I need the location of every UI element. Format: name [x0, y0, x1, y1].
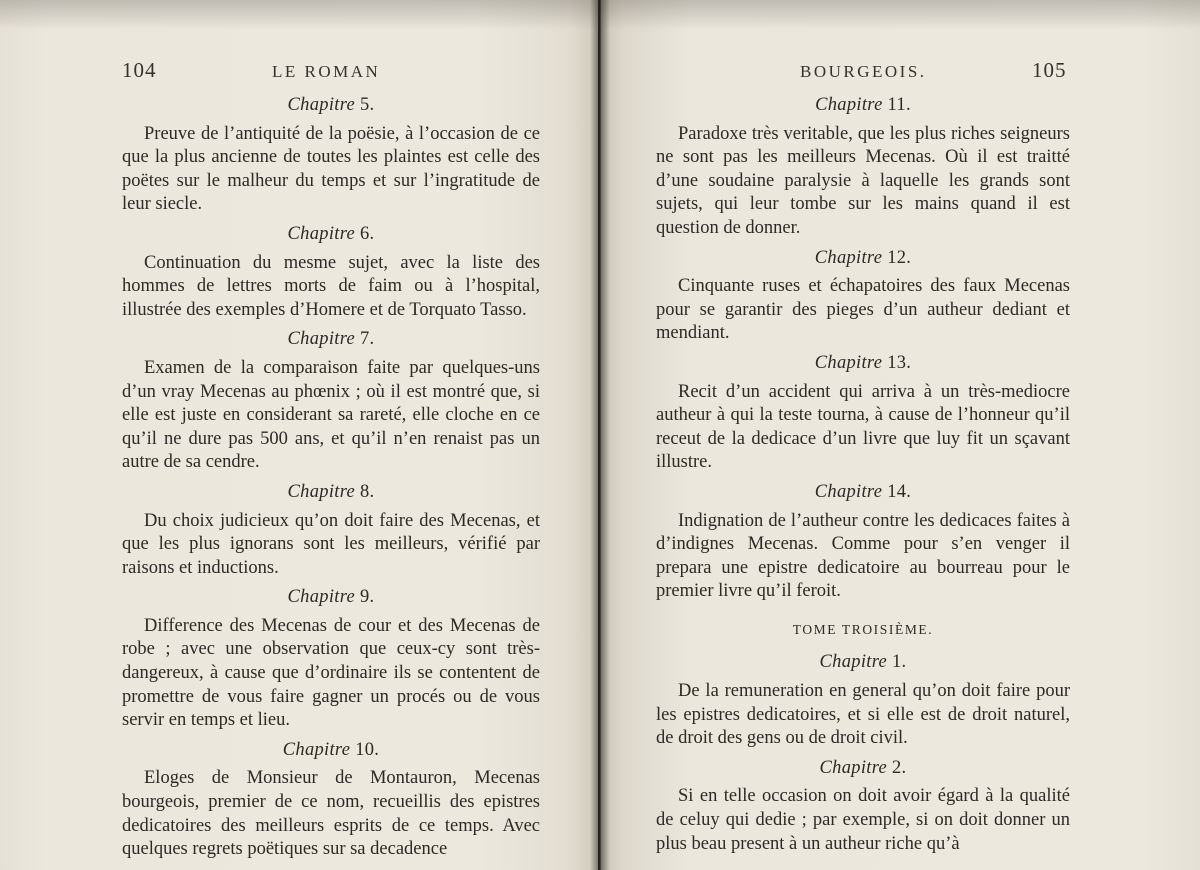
- chapter-heading: [656, 247, 1070, 271]
- chapter-label: Chapitre: [287, 481, 356, 502]
- chapter-heading: [122, 739, 540, 763]
- chapter-number: 1.: [891, 652, 907, 673]
- chapter-block: [656, 352, 1070, 475]
- chapter-number: 2.: [891, 757, 907, 778]
- right-page: [600, 0, 1200, 870]
- chapter-heading: [656, 757, 1070, 781]
- chapter-label: Chapitre: [815, 95, 883, 115]
- page-top-shadow: [600, 0, 1200, 30]
- chapter-block: [656, 757, 1070, 856]
- tome-heading: TOME TROISIÈME.: [792, 621, 934, 637]
- chapter-heading: [122, 94, 540, 118]
- chapter-block: [656, 481, 1070, 604]
- chapter-label: Chapitre: [819, 757, 888, 778]
- right-chapter-list: [656, 94, 1070, 862]
- chapter-block: [656, 651, 1070, 750]
- chapter-summary: Examen de la comparaison faite par quelques-uns d’un vray Mecenas au phœnix ; où il est montré que, si elle est juste en considerant sa rareté, elle cloche en ce qu’il ne dure pas 500 ans, et qu’il n’en renaist pas un autre de sa cendre.: [122, 357, 540, 473]
- right-running-head: BOURGEOIS.: [800, 62, 927, 81]
- chapter-number: 10.: [355, 739, 380, 760]
- chapter-heading: [122, 586, 540, 610]
- chapter-number: 11.: [887, 95, 911, 115]
- chapter-block: [122, 223, 540, 322]
- chapter-number: 13.: [887, 352, 912, 373]
- chapter-block: [122, 481, 540, 580]
- chapter-summary: Preuve de l’antiquité de la poësie, à l’occasion de ce que la plus ancienne de toutes les plaintes est celle des poëtes sur le malheur du temps et sur l’ingratitude de leur siecle.: [122, 123, 540, 215]
- chapter-number: 9.: [359, 587, 375, 608]
- chapter-heading: [656, 352, 1070, 376]
- chapter-summary: Difference des Mecenas de cour et des Mecenas de robe ; avec une observation que ceux-cy sont très-dangereux, à cause que d’ordinaire ils se contentent de promettre de vous faire gagner un procés ou de vous servir en temps et lieu.: [122, 615, 540, 731]
- chapter-summary: Recit d’un accident qui arriva à un très-mediocre autheur à qui la teste tourna, à cause de l’honneur qu’il receut de la dedicace d’un livre que luy fit un sçavant illustre.: [656, 381, 1070, 473]
- chapter-number: 12.: [887, 247, 912, 268]
- chapter-label: Chapitre: [287, 587, 356, 608]
- chapter-number: 7.: [359, 329, 375, 350]
- chapter-heading: [656, 481, 1070, 505]
- chapter-number: 14.: [887, 481, 912, 502]
- chapter-heading: [656, 651, 1070, 675]
- chapter-block: [122, 739, 540, 862]
- chapter-number: 8.: [359, 481, 375, 502]
- chapter-heading: [656, 94, 1070, 118]
- chapter-block: [656, 247, 1070, 346]
- chapter-label: Chapitre: [819, 652, 888, 673]
- chapter-summary: Continuation du mesme sujet, avec la liste des hommes de lettres morts de faim ou à l’hospital, illustrée des exemples d’Homere et de Torquato Tasso.: [122, 252, 540, 320]
- chapter-summary: De la remuneration en general qu’on doit faire pour les epistres dedicatoires, et si elle est de droit naturel, de droit des gens ou de droit civil.: [656, 681, 1070, 749]
- chapter-label: Chapitre: [287, 95, 356, 115]
- chapter-summary: Si en telle occasion on doit avoir égard à la qualité de celuy qui dedie ; par exemple, si on doit donner un plus beau present à un autheur riche qu’à: [656, 786, 1070, 854]
- chapter-label: Chapitre: [287, 223, 356, 244]
- chapter-block: [122, 328, 540, 475]
- right-page-number: 105: [1032, 58, 1067, 82]
- chapter-label: Chapitre: [287, 329, 356, 350]
- left-running-head: LE ROMAN: [272, 62, 381, 81]
- chapter-heading: [122, 328, 540, 352]
- chapter-block: [122, 586, 540, 733]
- chapter-label: Chapitre: [814, 247, 883, 268]
- book-gutter: [590, 0, 610, 870]
- chapter-summary: Eloges de Monsieur de Montauron, Mecenas bourgeois, premier de ce nom, recueillis des epistres dedicatoires des meilleurs esprits de ce temps. Avec quelques regrets poëtiques sur sa decadence: [122, 768, 540, 860]
- chapter-heading: [122, 223, 540, 247]
- chapter-heading: [122, 481, 540, 505]
- left-page-number: 104: [122, 58, 157, 82]
- left-chapter-list: [122, 94, 540, 868]
- chapter-label: Chapitre: [814, 352, 883, 373]
- chapter-number: 6.: [359, 223, 375, 244]
- page-top-shadow: [0, 0, 598, 30]
- chapter-block: [656, 94, 1070, 241]
- chapter-label: Chapitre: [814, 481, 883, 502]
- chapter-block: [122, 94, 540, 217]
- chapter-summary: Paradoxe très veritable, que les plus riches seigneurs ne sont pas les meilleurs Mecenas. Où il est traitté d’une soudaine paralysie à laquelle les grands sont sujets, qui leur tombe sur les mains quand il est question de donner.: [656, 123, 1070, 238]
- chapter-number: 5.: [359, 95, 375, 115]
- chapter-summary: Indignation de l’autheur contre les dedicaces faites à d’indignes Mecenas. Comme pour s’en venger il prepara une epistre dedicatoire au bourreau pour le premier livre qu’il feroit.: [656, 510, 1070, 602]
- left-page: [0, 0, 598, 870]
- chapter-summary: Du choix judicieux qu’on doit faire des Mecenas, et que les plus ignorans sont les meilleurs, vérifié par raisons et inductions.: [122, 510, 540, 578]
- chapter-label: Chapitre: [282, 739, 351, 760]
- chapter-summary: Cinquante ruses et échapatoires des faux Mecenas pour se garantir des pieges d’un autheur dediant et mendiant.: [656, 276, 1070, 344]
